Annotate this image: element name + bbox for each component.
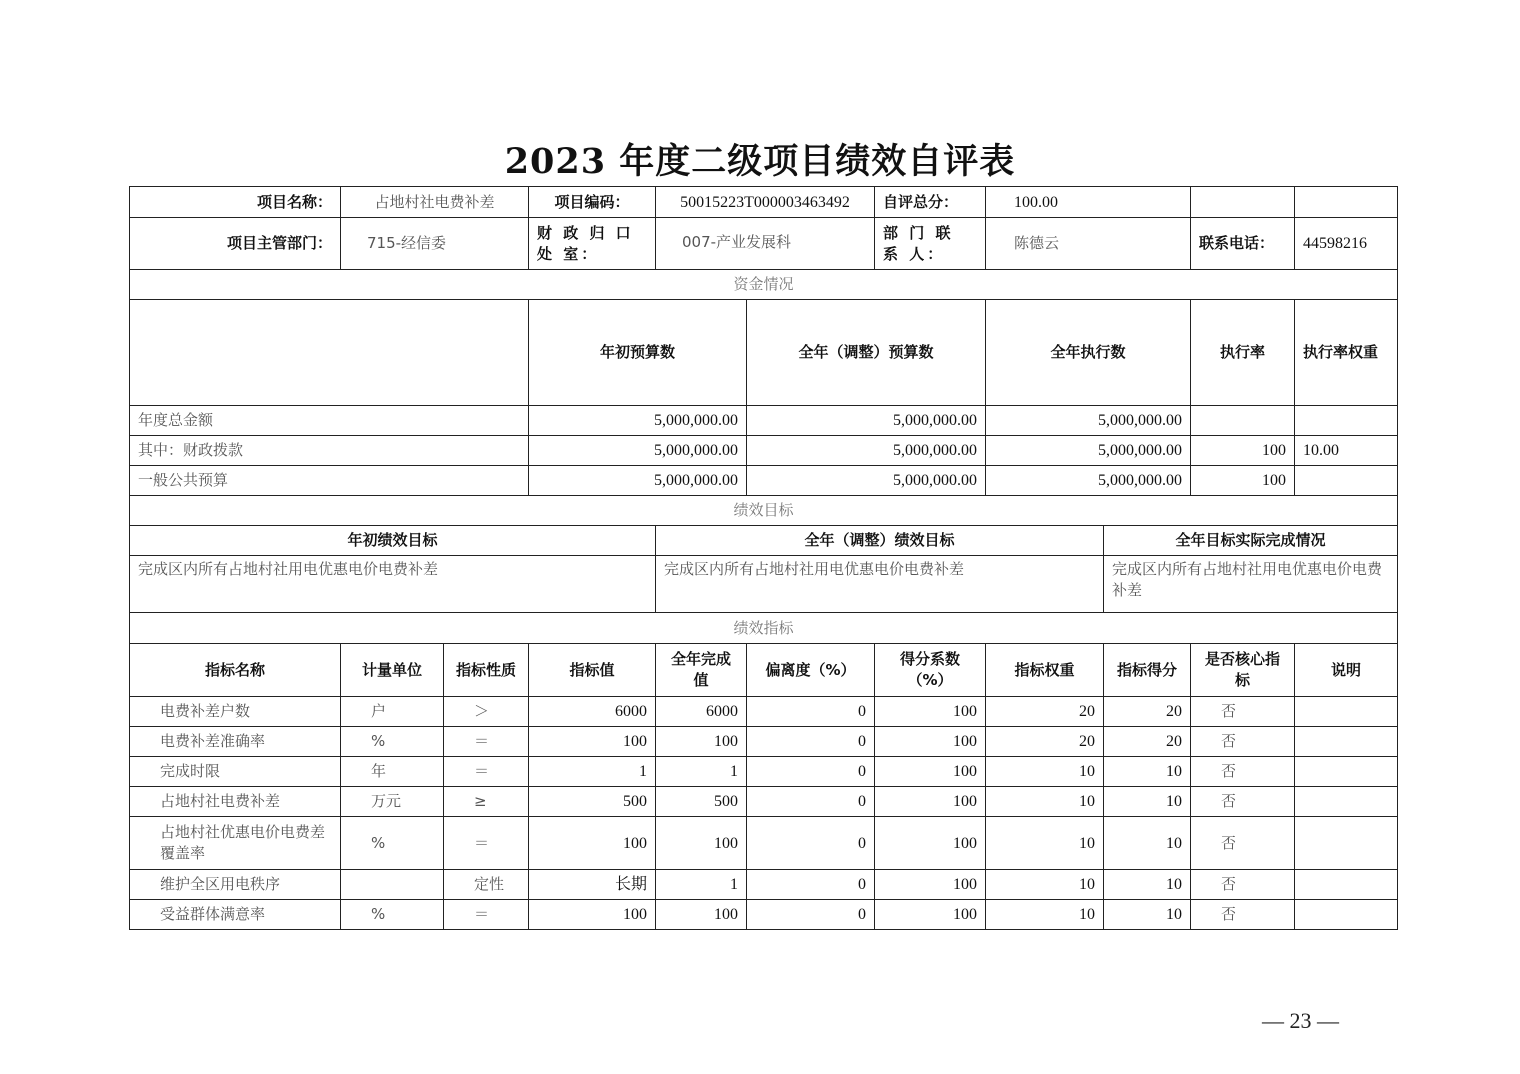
indicator-nature: ＝ bbox=[444, 727, 529, 757]
indicator-coefficient: 100 bbox=[875, 817, 986, 870]
dept: 715-经信委 bbox=[341, 218, 529, 270]
funds-header-adjusted: 全年（调整）预算数 bbox=[747, 300, 986, 406]
funds-weight bbox=[1295, 466, 1398, 496]
funds-initial: 5,000,000.00 bbox=[529, 436, 747, 466]
indicator-header: 指标名称 bbox=[130, 644, 341, 697]
indicator-value: 100 bbox=[529, 817, 656, 870]
indicator-value: 500 bbox=[529, 787, 656, 817]
indicator-score: 10 bbox=[1104, 817, 1191, 870]
self-score: 100.00 bbox=[986, 187, 1191, 218]
goals-content-row bbox=[130, 556, 1398, 613]
indicator-coefficient: 100 bbox=[875, 787, 986, 817]
funds-adjusted: 5,000,000.00 bbox=[747, 406, 986, 436]
indicator-note bbox=[1295, 817, 1398, 870]
funds-header-initial: 年初预算数 bbox=[529, 300, 747, 406]
indicator-nature: ＝ bbox=[444, 900, 529, 930]
indicators-section-row bbox=[130, 613, 1398, 644]
funds-row bbox=[130, 436, 1398, 466]
indicator-weight: 20 bbox=[986, 727, 1104, 757]
indicator-body bbox=[130, 697, 1398, 930]
indicator-unit: 年 bbox=[341, 757, 444, 787]
indicator-name: 受益群体满意率 bbox=[130, 900, 341, 930]
indicator-header: 指标值 bbox=[529, 644, 656, 697]
indicator-header: 得分系数（%） bbox=[875, 644, 986, 697]
indicator-name: 电费补差准确率 bbox=[130, 727, 341, 757]
funds-rate bbox=[1191, 406, 1295, 436]
funds-executed: 5,000,000.00 bbox=[986, 466, 1191, 496]
indicator-coefficient: 100 bbox=[875, 727, 986, 757]
indicator-weight: 10 bbox=[986, 817, 1104, 870]
funds-executed: 5,000,000.00 bbox=[986, 436, 1191, 466]
indicator-name: 占地村社电费补差 bbox=[130, 787, 341, 817]
goal-initial: 完成区内所有占地村社用电优惠电价电费补差 bbox=[130, 556, 656, 613]
project-name: 占地村社电费补差 bbox=[341, 187, 529, 218]
funds-row bbox=[130, 466, 1398, 496]
project-code-label: 项目编码： bbox=[529, 187, 656, 218]
funds-executed: 5,000,000.00 bbox=[986, 406, 1191, 436]
indicator-value: 长期 bbox=[529, 870, 656, 900]
indicator-unit: % bbox=[341, 900, 444, 930]
indicator-deviation: 0 bbox=[747, 900, 875, 930]
indicator-header: 说明 bbox=[1295, 644, 1398, 697]
goals-header-adjusted: 全年（调整）绩效目标 bbox=[656, 526, 1104, 556]
indicator-nature: ＝ bbox=[444, 757, 529, 787]
table-row bbox=[130, 697, 1398, 727]
funds-weight: 10.00 bbox=[1295, 436, 1398, 466]
goal-actual: 完成区内所有占地村社用电优惠电价电费补差 bbox=[1104, 556, 1398, 613]
funds-header-weight: 执行率权重 bbox=[1295, 300, 1398, 406]
indicator-score: 10 bbox=[1104, 787, 1191, 817]
indicator-coefficient: 100 bbox=[875, 697, 986, 727]
indicator-deviation: 0 bbox=[747, 757, 875, 787]
table-row bbox=[130, 787, 1398, 817]
empty-cell bbox=[130, 300, 529, 406]
dept-label: 项目主管部门： bbox=[130, 218, 341, 270]
project-name-label: 项目名称： bbox=[130, 187, 341, 218]
indicator-value: 6000 bbox=[529, 697, 656, 727]
indicator-header: 计量单位 bbox=[341, 644, 444, 697]
indicator-note bbox=[1295, 900, 1398, 930]
contact-label: 部 门 联 系 人： bbox=[875, 218, 986, 270]
indicator-score: 10 bbox=[1104, 900, 1191, 930]
indicator-deviation: 0 bbox=[747, 870, 875, 900]
funds-header-executed: 全年执行数 bbox=[986, 300, 1191, 406]
indicator-score: 20 bbox=[1104, 697, 1191, 727]
indicator-weight: 10 bbox=[986, 787, 1104, 817]
goal-adjusted: 完成区内所有占地村社用电优惠电价电费补差 bbox=[656, 556, 1104, 613]
indicator-done: 6000 bbox=[656, 697, 747, 727]
indicator-deviation: 0 bbox=[747, 727, 875, 757]
indicator-score: 10 bbox=[1104, 757, 1191, 787]
indicator-value: 1 bbox=[529, 757, 656, 787]
goals-section-row bbox=[130, 496, 1398, 526]
indicator-core: 否 bbox=[1191, 870, 1295, 900]
funds-adjusted: 5,000,000.00 bbox=[747, 436, 986, 466]
indicator-done: 100 bbox=[656, 817, 747, 870]
table-row bbox=[130, 817, 1398, 870]
empty-cell bbox=[1191, 187, 1295, 218]
table-row bbox=[130, 727, 1398, 757]
indicators-section-title: 绩效指标 bbox=[130, 613, 1398, 644]
indicator-unit: % bbox=[341, 817, 444, 870]
phone-label: 联系电话： bbox=[1191, 218, 1295, 270]
page-number: — 23 — bbox=[1262, 1008, 1339, 1033]
table-row bbox=[130, 900, 1398, 930]
indicator-note bbox=[1295, 727, 1398, 757]
indicator-unit: 万元 bbox=[341, 787, 444, 817]
indicator-done: 100 bbox=[656, 727, 747, 757]
goals-header-row bbox=[130, 526, 1398, 556]
indicator-core: 否 bbox=[1191, 757, 1295, 787]
indicator-name: 占地村社优惠电价电费差覆盖率 bbox=[130, 817, 341, 870]
indicator-core: 否 bbox=[1191, 900, 1295, 930]
indicator-unit: 户 bbox=[341, 697, 444, 727]
indicator-coefficient: 100 bbox=[875, 757, 986, 787]
funds-adjusted: 5,000,000.00 bbox=[747, 466, 986, 496]
finance-office-label: 财 政 归 口 处 室： bbox=[529, 218, 656, 270]
funds-rate: 100 bbox=[1191, 436, 1295, 466]
funds-row-label: 一般公共预算 bbox=[130, 466, 529, 496]
info-row-1 bbox=[130, 187, 1398, 218]
indicator-weight: 10 bbox=[986, 870, 1104, 900]
funds-initial: 5,000,000.00 bbox=[529, 406, 747, 436]
indicator-coefficient: 100 bbox=[875, 870, 986, 900]
indicators-header-row bbox=[130, 644, 1398, 697]
table-row bbox=[130, 757, 1398, 787]
funds-initial: 5,000,000.00 bbox=[529, 466, 747, 496]
indicator-nature: 定性 bbox=[444, 870, 529, 900]
contact: 陈德云 bbox=[986, 218, 1191, 270]
performance-table bbox=[129, 186, 1398, 930]
info-row-2 bbox=[130, 218, 1398, 270]
goals-header-actual: 全年目标实际完成情况 bbox=[1104, 526, 1398, 556]
indicator-coefficient: 100 bbox=[875, 900, 986, 930]
table-row bbox=[130, 870, 1398, 900]
indicator-core: 否 bbox=[1191, 817, 1295, 870]
indicator-note bbox=[1295, 870, 1398, 900]
indicator-nature: ＞ bbox=[444, 697, 529, 727]
funds-section-row bbox=[130, 270, 1398, 300]
indicator-note bbox=[1295, 697, 1398, 727]
indicator-nature: ≥ bbox=[444, 787, 529, 817]
indicator-deviation: 0 bbox=[747, 787, 875, 817]
goals-section-title: 绩效目标 bbox=[130, 496, 1398, 526]
indicator-deviation: 0 bbox=[747, 697, 875, 727]
indicator-score: 10 bbox=[1104, 870, 1191, 900]
indicator-weight: 20 bbox=[986, 697, 1104, 727]
indicator-unit: % bbox=[341, 727, 444, 757]
funds-rate: 100 bbox=[1191, 466, 1295, 496]
indicator-name: 维护全区用电秩序 bbox=[130, 870, 341, 900]
indicator-header: 偏离度（%） bbox=[747, 644, 875, 697]
funds-row bbox=[130, 406, 1398, 436]
indicator-deviation: 0 bbox=[747, 817, 875, 870]
indicator-value: 100 bbox=[529, 727, 656, 757]
page-title: 2023 年度二级项目绩效自评表 bbox=[504, 141, 1016, 182]
indicator-done: 100 bbox=[656, 900, 747, 930]
funds-row-label: 其中：财政拨款 bbox=[130, 436, 529, 466]
indicator-name: 电费补差户数 bbox=[130, 697, 341, 727]
indicator-header: 全年完成值 bbox=[656, 644, 747, 697]
indicator-nature: ＝ bbox=[444, 817, 529, 870]
indicator-value: 100 bbox=[529, 900, 656, 930]
indicator-score: 20 bbox=[1104, 727, 1191, 757]
indicator-header: 指标得分 bbox=[1104, 644, 1191, 697]
funds-weight bbox=[1295, 406, 1398, 436]
indicator-core: 否 bbox=[1191, 787, 1295, 817]
indicator-note bbox=[1295, 787, 1398, 817]
phone: 44598216 bbox=[1295, 218, 1398, 270]
indicator-weight: 10 bbox=[986, 900, 1104, 930]
indicator-weight: 10 bbox=[986, 757, 1104, 787]
funds-section-title: 资金情况 bbox=[130, 270, 1398, 300]
indicator-header: 指标权重 bbox=[986, 644, 1104, 697]
indicator-done: 1 bbox=[656, 757, 747, 787]
funds-row-label: 年度总金额 bbox=[130, 406, 529, 436]
project-code: 50015223T000003463492 bbox=[656, 187, 875, 218]
empty-cell bbox=[1295, 187, 1398, 218]
indicator-core: 否 bbox=[1191, 697, 1295, 727]
indicator-note bbox=[1295, 757, 1398, 787]
funds-header-row bbox=[130, 300, 1398, 406]
finance-office: 007-产业发展科 bbox=[656, 218, 875, 270]
indicator-header: 是否核心指标 bbox=[1191, 644, 1295, 697]
goals-header-initial: 年初绩效目标 bbox=[130, 526, 656, 556]
self-score-label: 自评总分： bbox=[875, 187, 986, 218]
indicator-done: 500 bbox=[656, 787, 747, 817]
funds-header-rate: 执行率 bbox=[1191, 300, 1295, 406]
indicator-core: 否 bbox=[1191, 727, 1295, 757]
indicator-header: 指标性质 bbox=[444, 644, 529, 697]
indicator-unit bbox=[341, 870, 444, 900]
indicator-name: 完成时限 bbox=[130, 757, 341, 787]
indicator-done: 1 bbox=[656, 870, 747, 900]
